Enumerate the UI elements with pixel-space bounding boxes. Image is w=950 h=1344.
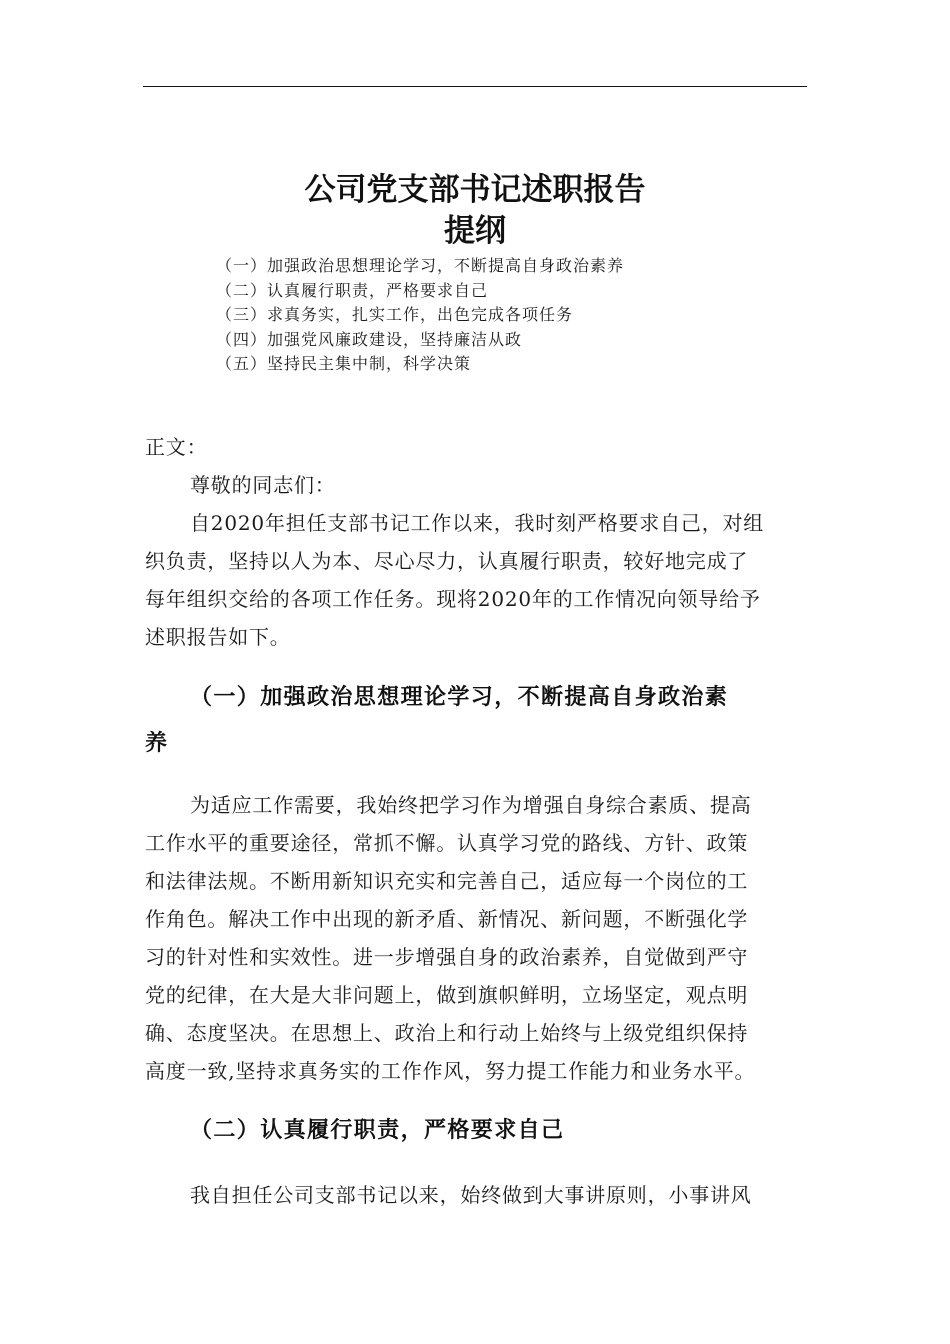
body-label (145, 428, 809, 466)
paragraph-line: 高度一致,坚持求真务实的工作作风，努力提工作能力和业务水平。 (145, 1059, 756, 1083)
section-heading-1 (145, 675, 809, 767)
section-2-paragraph (145, 1176, 809, 1214)
greeting-text: 尊敬的同志们： (190, 473, 336, 497)
outline-item: （四）加强党风廉政建设，坚持廉洁从政 (216, 329, 523, 349)
paragraph-line: 工作水平的重要途径，常抓不懈。认真学习党的路线、方针、政策 (145, 831, 749, 855)
paragraph-line: 织负责，坚持以人为本、尽心尽力，认真履行职责，较好地完成了 (145, 549, 749, 573)
document-title: 公司党支部书记述职报告 (304, 172, 646, 208)
outline-item: （三）求真务实，扎实工作，出色完成各项任务 (216, 305, 574, 324)
body-label-text: 正文： (145, 435, 208, 459)
outline-list (216, 254, 816, 377)
paragraph-line: 述职报告如下。 (145, 625, 291, 649)
outline-item: （一）加强政治思想理论学习，不断提高自身政治素养 (216, 256, 625, 275)
paragraph-line: 为适应工作需要，我始终把学习作为增强自身综合素质、提高 (190, 793, 752, 817)
section-heading-2 (145, 1108, 809, 1154)
paragraph-line: 作角色。解决工作中出现的新矛盾、新情况、新问题，不断强化学 (145, 907, 749, 931)
greeting (145, 466, 809, 504)
section-1-paragraph (145, 786, 809, 1090)
paragraph-line: 自2020年担任支部书记工作以来，我时刻严格要求自己，对组 (190, 511, 765, 535)
paragraph-line: 习的针对性和实效性。进一步增强自身的政治素养，自觉做到严守 (145, 945, 749, 969)
outline-item: （二）认真履行职责，严格要求自己 (216, 280, 489, 300)
paragraph-line: 确、态度坚决。在思想上、政治上和行动上始终与上级党组织保持 (145, 1021, 749, 1045)
heading-line: （二）认真履行职责，严格要求自己 (190, 1118, 565, 1143)
heading-line: 养 (145, 731, 169, 756)
paragraph-line: 我自担任公司支部书记以来，始终做到大事讲原则，小事讲风 (190, 1183, 752, 1207)
outline-item: （五）坚持民主集中制，科学决策 (216, 354, 472, 373)
heading-line: （一）加强政治思想理论学习，不断提高自身政治素 (190, 685, 729, 710)
paragraph-line: 和法律法规。不断用新知识充实和完善自己，适应每一个岗位的工 (145, 869, 749, 893)
paragraph-line: 每年组织交给的各项工作任务。现将2020年的工作情况向领导给予 (145, 587, 761, 611)
header-rule (143, 86, 807, 87)
paragraph-line: 党的纪律，在大是大非问题上，做到旗帜鲜明，立场坚定，观点明 (145, 983, 749, 1007)
document-subtitle: 提纲 (444, 213, 506, 249)
intro-paragraph (145, 504, 809, 656)
